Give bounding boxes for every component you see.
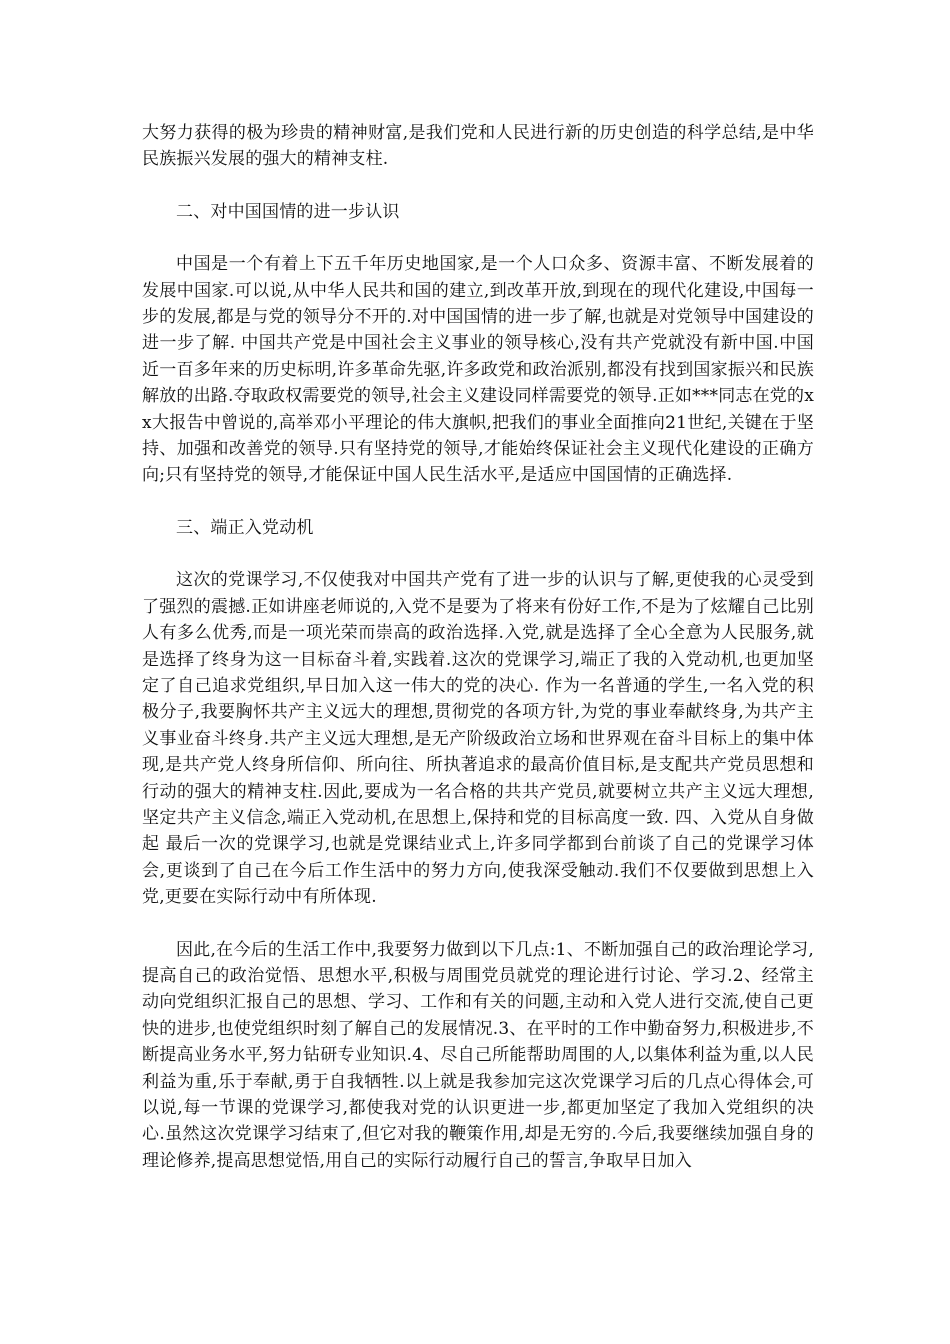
paragraph-gap xyxy=(142,173,814,199)
paragraph-gap xyxy=(142,911,814,937)
document-body xyxy=(142,120,814,1174)
paragraph-continuation: 大努力获得的极为珍贵的精神财富,是我们党和人民进行新的历史创造的科学总结,是中华民族振兴发展的强大的精神支柱. xyxy=(142,123,814,170)
paragraph-gap xyxy=(142,489,814,515)
paragraph-china-conditions: 中国是一个有着上下五千年历史地国家,是一个人口众多、资源丰富、不断发展着的发展中国家.可以说,从中华人民共和国的建立,到改革开放,到现在的现代化建设,中国每一步的发展,都是与党的领导分不开的.对中国国情的进一步了解,也就是对党领导中国建设的进一步了解. 中国共产党是中国社会主义事业的领导核心,没有共产党就没有新中国.中国近一百多年来的历史标明,许多革命先驱,许多政党和政治派别,都没有找到国家振兴和民族解放的出路.夺取政权需要党的领导,社会主义建设同样需要党的领导.正如***同志在党的xx大报告中曾说的,高举邓小平理论的伟大旗帜,把我们的事业全面推向21世纪,关键在于坚持、加强和改善党的领导.只有坚持党的领导,才能始终保证社会主义现代化建设的正确方向;只有坚持党的领导,才能保证中国人民生活水平,是适应中国国情的正确选择. xyxy=(142,254,814,486)
paragraph-future-plans: 因此,在今后的生活工作中,我要努力做到以下几点:1、不断加强自己的政治理论学习,提高自己的政治觉悟、思想水平,积极与周围党员就党的理论进行讨论、学习.2、经常主动向党组织汇报自己的思想、学习、工作和有关的问题,主动和入党人进行交流,使自己更快的进步,也使党组织时刻了解自己的发展情况.3、在平时的工作中勤奋努力,积极进步,不断提高业务水平,努力钻研专业知识.4、尽自己所能帮助周围的人,以集体利益为重,以人民利益为重,乐于奉献,勇于自我牺牲.以上就是我参加完这次党课学习后的几点心得体会,可以说,每一节课的党课学习,都使我对党的认识更进一步,都更加坚定了我加入党组织的决心.虽然这次党课学习结束了,但它对我的鞭策作用,却是无穷的.今后,我要继续加强自身的理论修养,提高思想觉悟,用自己的实际行动履行自己的誓言,争取早日加入 xyxy=(142,939,814,1171)
paragraph-party-motivation: 这次的党课学习,不仅使我对中国共产党有了进一步的认识与了解,更使我的心灵受到了强烈的震撼.正如讲座老师说的,入党不是要为了将来有份好工作,不是为了炫耀自己比别人有多么优秀,而是一项光荣而崇高的政治选择.入党,就是选择了全心全意为人民服务,就是选择了终身为这一目标奋斗着,实践着.这次的党课学习,端正了我的入党动机,也更加坚定了自己追求党组织,早日加入这一伟大的党的决心. 作为一名普通的学生,一名入党的积极分子,我要胸怀共产主义远大的理想,贯彻党的各项方针,为党的事业奉献终身,为共产主义事业奋斗终身.共产主义远大理想,是无产阶级政治立场和世界观在奋斗目标上的集中体现,是共产党人终身所信仰、所向往、所执著追求的最高价值目标,是支配共产党员思想和行动的强大的精神支柱.因此,要成为一名合格的共共产党员,就要树立共产主义远大理想,坚定共产主义信念,端正入党动机,在思想上,保持和党的目标高度一致. 四、入党从自身做起 最后一次的党课学习,也就是党课结业式上,许多同学都到台前谈了自己的党课学习体会,更谈到了自己在今后工作生活中的努力方向,使我深受触动.我们不仅要做到思想上入党,更要在实际行动中有所体现. xyxy=(142,570,814,908)
paragraph-gap xyxy=(142,541,814,567)
section-heading-3: 三、端正入党动机 xyxy=(176,517,314,538)
paragraph-gap xyxy=(142,225,814,251)
section-heading-2: 二、对中国国情的进一步认识 xyxy=(176,201,400,222)
